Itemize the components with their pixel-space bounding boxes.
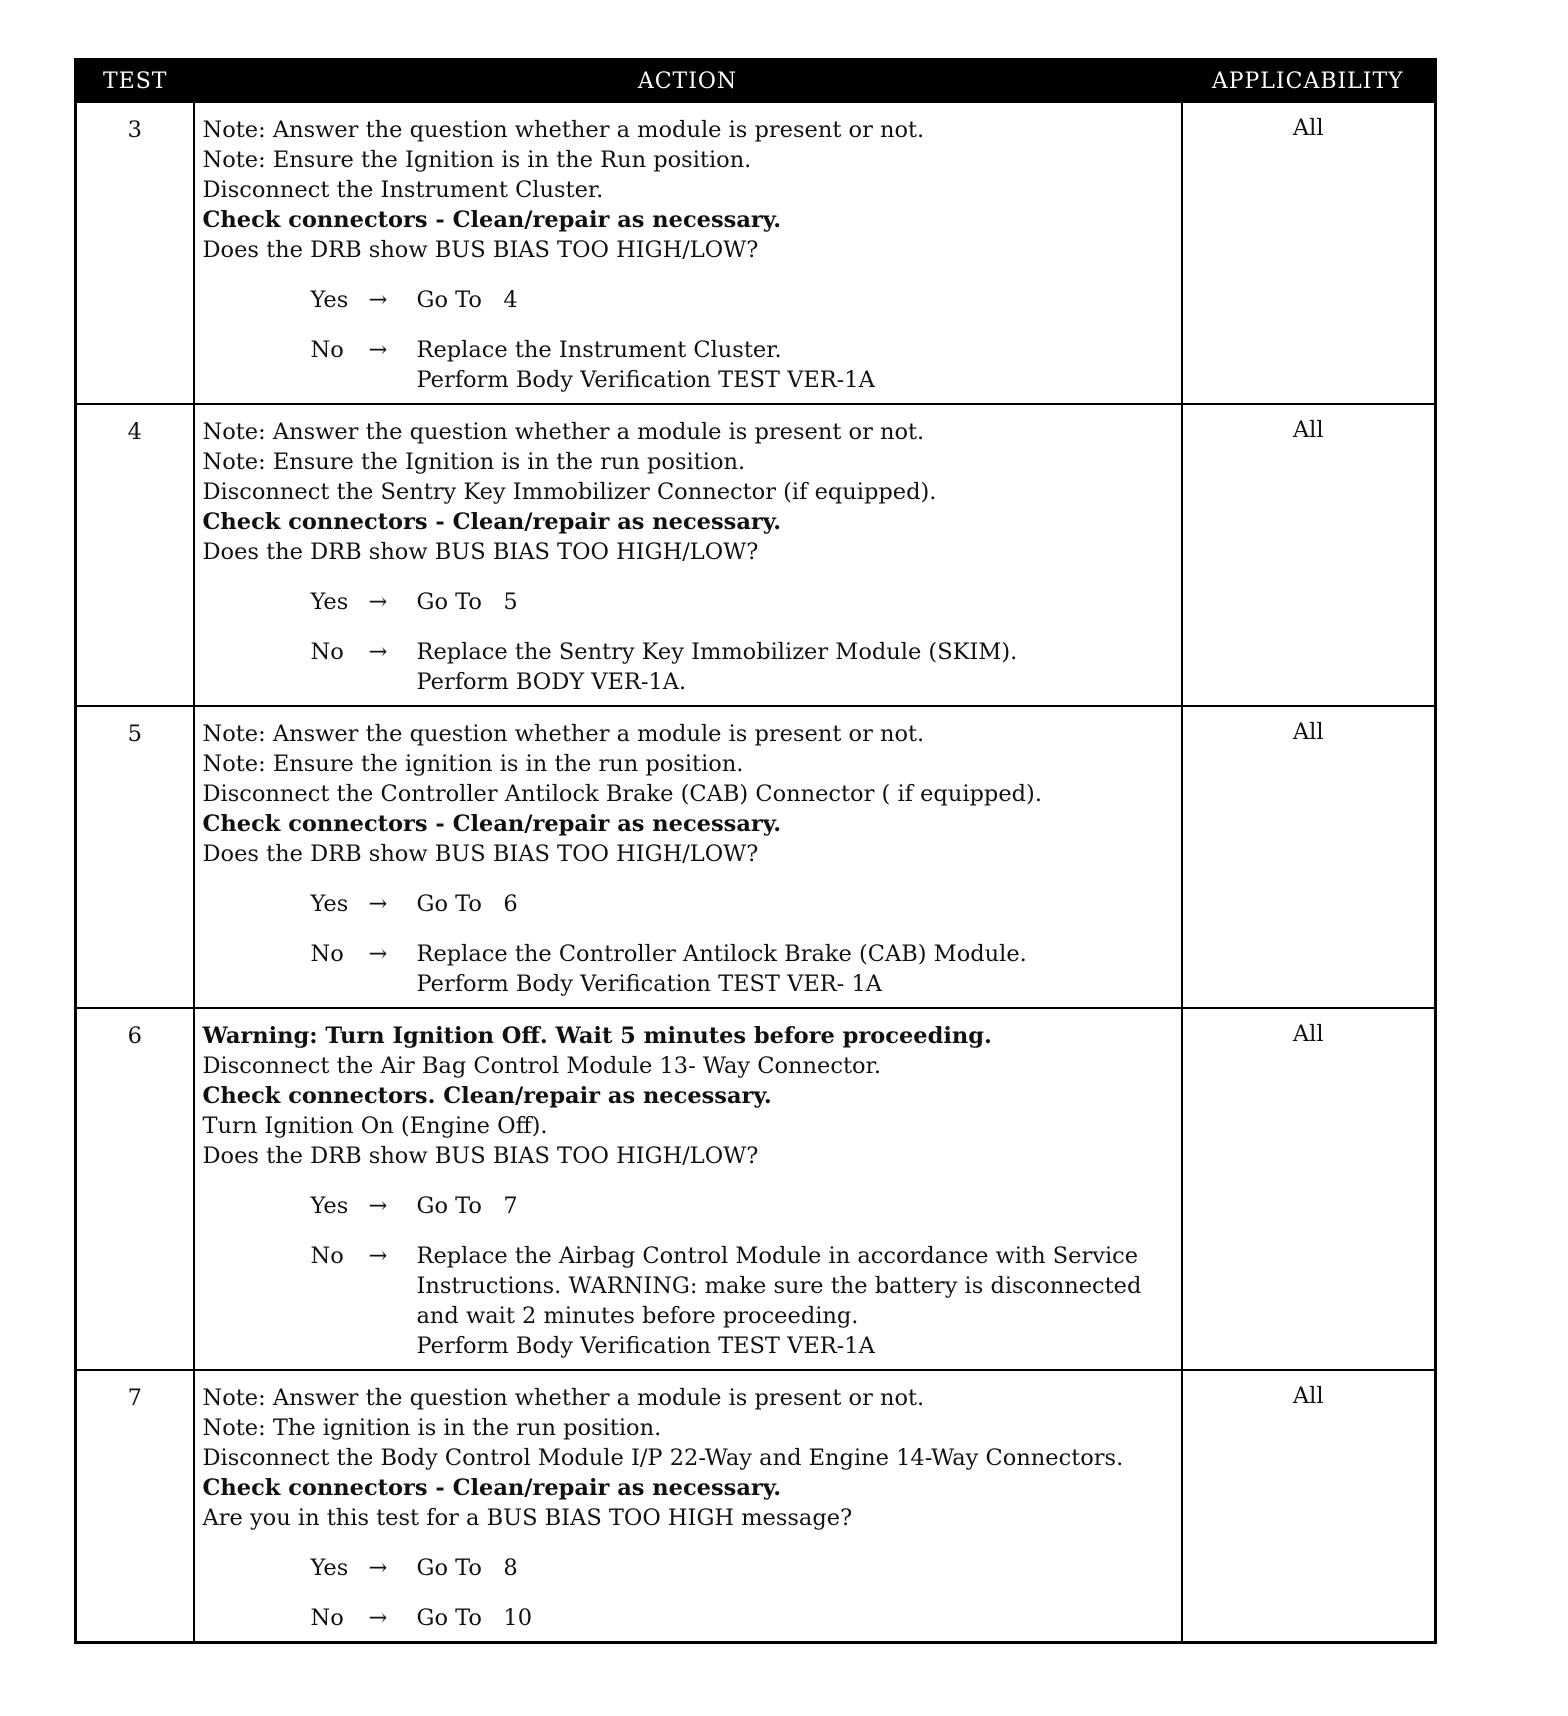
branch-line: and wait 2 minutes before proceeding. xyxy=(416,1303,859,1329)
branch-line: Replace the Controller Antilock Brake (CAB) Module. xyxy=(416,941,1027,967)
action-line: Note: Ensure the ignition is in the run position. xyxy=(202,751,744,777)
action-line: Note: Ensure the Ignition is in the run position. xyxy=(202,449,746,475)
branch-text xyxy=(417,335,1171,395)
branch-line: Go To 5 xyxy=(416,589,518,615)
branch-line: Perform BODY VER-1A. xyxy=(416,669,687,695)
test-number: 6 xyxy=(76,1008,194,1370)
test-number: 7 xyxy=(76,1370,194,1643)
action-instruction-bold: Check connectors - Clean/repair as necessary. xyxy=(202,509,782,535)
right-arrow-icon: → xyxy=(368,891,388,917)
header-applicability: APPLICABILITY xyxy=(1182,60,1436,103)
action-line: Disconnect the Body Control Module I/P 22-Way and Engine 14-Way Connectors. xyxy=(202,1445,1124,1471)
right-arrow-icon: → xyxy=(368,639,388,665)
right-arrow-icon: → xyxy=(368,337,388,363)
yes-branch xyxy=(203,1191,1171,1221)
branch-label: Yes xyxy=(310,1193,349,1219)
yes-branch xyxy=(203,889,1171,919)
test-number: 5 xyxy=(76,706,194,1008)
action-line: Does the DRB show BUS BIAS TOO HIGH/LOW? xyxy=(202,539,759,565)
branch-label: No xyxy=(310,941,344,967)
branch-text xyxy=(417,1241,1171,1361)
action-line: Turn Ignition On (Engine Off). xyxy=(202,1113,548,1139)
branch-label: Yes xyxy=(310,287,349,313)
action-line: Does the DRB show BUS BIAS TOO HIGH/LOW? xyxy=(202,841,759,867)
no-branch xyxy=(203,637,1171,697)
branch-line: Perform Body Verification TEST VER- 1A xyxy=(416,971,883,997)
no-branch xyxy=(203,1603,1171,1633)
right-arrow-icon: → xyxy=(368,1193,388,1219)
right-arrow-icon: → xyxy=(368,287,388,313)
table-row xyxy=(76,102,1436,404)
action-cell xyxy=(194,1008,1182,1370)
right-arrow-icon: → xyxy=(368,589,388,615)
branch-label: Yes xyxy=(310,891,349,917)
yes-branch xyxy=(203,1553,1171,1583)
branch-text xyxy=(417,1603,1171,1633)
test-number: 4 xyxy=(76,404,194,706)
branch-line: Replace the Instrument Cluster. xyxy=(416,337,782,363)
branch-line: Perform Body Verification TEST VER-1A xyxy=(416,367,875,393)
action-line: Disconnect the Controller Antilock Brake (CAB) Connector ( if equipped). xyxy=(202,781,1042,807)
branch-text xyxy=(417,637,1171,697)
action-line: Note: Ensure the Ignition is in the Run position. xyxy=(202,147,752,173)
branch-line: Go To 6 xyxy=(416,891,518,917)
action-line: Disconnect the Air Bag Control Module 13- Way Connector. xyxy=(202,1053,881,1079)
branch-line: Go To 4 xyxy=(416,287,518,313)
yes-branch xyxy=(203,285,1171,315)
no-branch xyxy=(203,1241,1171,1361)
action-line: Note: The ignition is in the run position. xyxy=(202,1415,662,1441)
action-instruction-bold: Check connectors - Clean/repair as necessary. xyxy=(202,811,782,837)
table-header-row xyxy=(76,60,1436,103)
branch-line: Replace the Airbag Control Module in accordance with Service xyxy=(416,1243,1139,1269)
action-cell xyxy=(194,706,1182,1008)
no-branch xyxy=(203,939,1171,999)
action-line: Note: Answer the question whether a module is present or not. xyxy=(202,721,925,747)
action-line: Note: Answer the question whether a module is present or not. xyxy=(202,419,925,445)
header-test: TEST xyxy=(76,60,194,103)
table-row xyxy=(76,706,1436,1008)
right-arrow-icon: → xyxy=(368,1605,388,1631)
applicability-value: All xyxy=(1182,706,1436,1008)
branch-line: Replace the Sentry Key Immobilizer Module (SKIM). xyxy=(416,639,1018,665)
action-instruction-bold: Check connectors. Clean/repair as necessary. xyxy=(202,1083,772,1109)
branch-text xyxy=(417,1553,1171,1583)
action-instruction-bold: Check connectors - Clean/repair as necessary. xyxy=(202,1475,782,1501)
right-arrow-icon: → xyxy=(368,941,388,967)
applicability-value: All xyxy=(1182,1008,1436,1370)
action-instruction-bold: Warning: Turn Ignition Off. Wait 5 minutes before proceeding. xyxy=(202,1023,992,1049)
branch-line: Perform Body Verification TEST VER-1A xyxy=(416,1333,875,1359)
branch-text xyxy=(417,285,1171,315)
branch-label: No xyxy=(310,1243,344,1269)
action-line: Disconnect the Instrument Cluster. xyxy=(202,177,604,203)
applicability-value: All xyxy=(1182,102,1436,404)
branch-text xyxy=(417,939,1171,999)
table-row xyxy=(76,1370,1436,1643)
branch-label: Yes xyxy=(310,1555,349,1581)
table-row xyxy=(76,1008,1436,1370)
action-line: Note: Answer the question whether a module is present or not. xyxy=(202,117,925,143)
right-arrow-icon: → xyxy=(368,1243,388,1269)
branch-label: No xyxy=(310,639,344,665)
action-instruction-bold: Check connectors - Clean/repair as necessary. xyxy=(202,207,782,233)
action-line: Does the DRB show BUS BIAS TOO HIGH/LOW? xyxy=(202,237,759,263)
yes-branch xyxy=(203,587,1171,617)
branch-label: No xyxy=(310,1605,344,1631)
branch-line: Go To 7 xyxy=(416,1193,518,1219)
action-line: Does the DRB show BUS BIAS TOO HIGH/LOW? xyxy=(202,1143,759,1169)
branch-label: No xyxy=(310,337,344,363)
branch-label: Yes xyxy=(310,589,349,615)
branch-line: Go To 8 xyxy=(416,1555,518,1581)
branch-text xyxy=(417,587,1171,617)
action-line: Are you in this test for a BUS BIAS TOO HIGH message? xyxy=(202,1505,853,1531)
branch-text xyxy=(417,889,1171,919)
branch-text xyxy=(417,1191,1171,1221)
test-number: 3 xyxy=(76,102,194,404)
applicability-value: All xyxy=(1182,1370,1436,1643)
header-action: ACTION xyxy=(194,60,1182,103)
right-arrow-icon: → xyxy=(368,1555,388,1581)
action-cell xyxy=(194,404,1182,706)
action-cell xyxy=(194,102,1182,404)
action-cell xyxy=(194,1370,1182,1643)
action-line: Disconnect the Sentry Key Immobilizer Connector (if equipped). xyxy=(202,479,937,505)
action-line: Note: Answer the question whether a module is present or not. xyxy=(202,1385,925,1411)
table-row xyxy=(76,404,1436,706)
table-body xyxy=(76,102,1436,1643)
no-branch xyxy=(203,335,1171,395)
branch-line: Instructions. WARNING: make sure the battery is disconnected xyxy=(416,1273,1142,1299)
diagnostic-test-table xyxy=(74,58,1437,1644)
branch-line: Go To 10 xyxy=(416,1605,533,1631)
applicability-value: All xyxy=(1182,404,1436,706)
